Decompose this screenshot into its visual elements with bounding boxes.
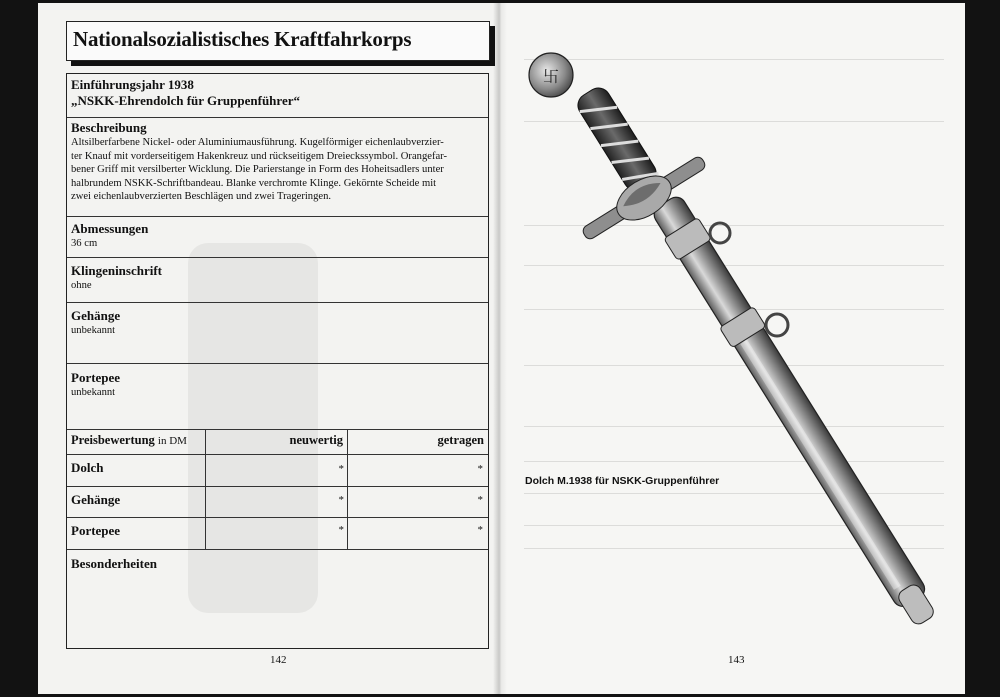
abmessungen-heading: Abmessungen [71, 221, 149, 236]
row-dolch-label: Dolch [71, 460, 104, 475]
beschreibung-heading: Beschreibung [71, 120, 147, 135]
right-page [499, 3, 965, 694]
title-box [66, 21, 490, 61]
gehaenge-value: unbekannt [71, 325, 116, 336]
row-portepee-used: * [477, 524, 483, 536]
klingeninschrift-value: ohne [71, 280, 92, 291]
svg-text:卐: 卐 [543, 67, 560, 86]
row-portepee-new: * [338, 524, 344, 536]
beschreibung-line: Altsilberfarbene Nickel- oder Aluminiumausführung. Kugelförmiger eichenlaubverzier- [71, 137, 444, 148]
preisbewertung-label: Preisbewertung [71, 433, 155, 447]
divider [67, 454, 488, 455]
row-dolch-new: * [338, 463, 344, 475]
column-divider [205, 429, 206, 549]
column-divider [347, 429, 348, 549]
divider [67, 117, 488, 118]
divider [67, 216, 488, 217]
preisbewertung-heading [71, 433, 187, 448]
col-getragen: getragen [437, 433, 484, 447]
preisbewertung-unit: in DM [157, 435, 187, 447]
divider [67, 429, 488, 430]
info-table [66, 73, 489, 649]
figure-caption: Dolch M.1938 für NSKK-Gruppenführer [525, 475, 720, 487]
page-number-right: 143 [728, 654, 745, 666]
dagger-name: „NSKK-Ehrendolch für Gruppenführer“ [71, 93, 300, 108]
divider [67, 517, 488, 518]
divider [67, 302, 488, 303]
divider [67, 363, 488, 364]
gehaenge-heading: Gehänge [71, 308, 121, 323]
row-gehaenge-used: * [477, 494, 483, 506]
divider [67, 549, 488, 550]
col-neuwertig: neuwertig [289, 433, 343, 447]
year-line: Einführungsjahr 1938 [71, 77, 194, 92]
beschreibung-text [71, 136, 447, 204]
divider [67, 486, 488, 487]
portepee-heading: Portepee [71, 370, 121, 385]
row-dolch-used: * [477, 463, 483, 475]
left-page [38, 3, 499, 694]
divider [67, 257, 488, 258]
page-title: Nationalsozialistisches Kraftfahrkorps [73, 27, 412, 51]
portepee-value: unbekannt [71, 387, 116, 398]
dagger-illustration [499, 3, 965, 694]
abmessungen-value: 36 cm [71, 238, 98, 249]
row-gehaenge-new: * [338, 494, 344, 506]
klingeninschrift-heading: Klingeninschrift [71, 263, 163, 278]
row-portepee-label: Portepee [71, 523, 121, 538]
beschreibung-line: halbrundem NSKK-Schriftbandeau. Blanke verchromte Klinge. Gekörnte Scheide mit [71, 177, 437, 189]
beschreibung-line: zwei eichenlaubverzierten Beschlägen und zwei Trageringen. [71, 191, 332, 202]
page-number-left: 142 [270, 654, 287, 666]
beschreibung-line: bener Griff mit versilberter Wicklung. Die Parierstange in Form des Hoheitsadlers unter [71, 164, 444, 175]
besonderheiten-heading: Besonderheiten [71, 556, 157, 571]
beschreibung-line: ter Knauf mit vorderseitigem Hakenkreuz und rückseitigem Dreieckssymbol. Orangefar- [71, 150, 448, 162]
row-gehaenge-label: Gehänge [71, 492, 121, 507]
